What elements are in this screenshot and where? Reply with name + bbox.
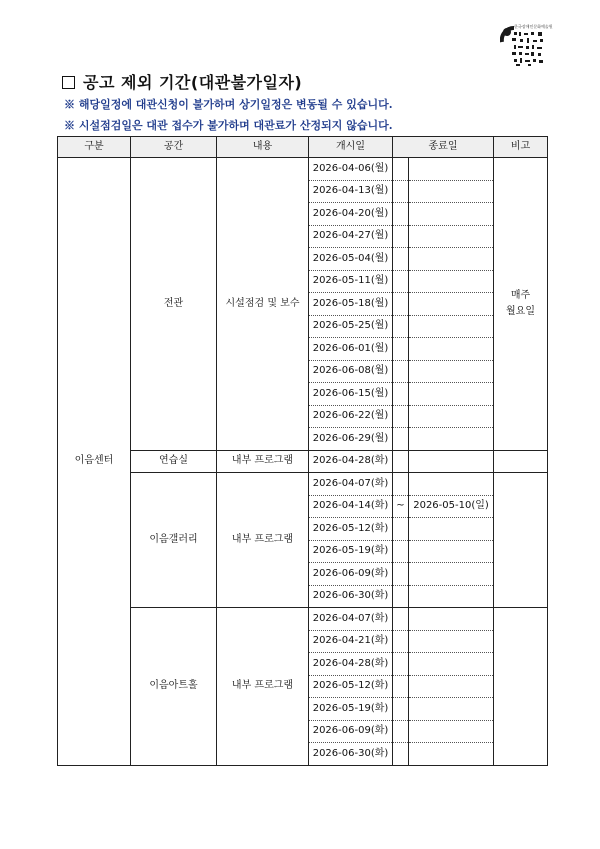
start-date-cell: 2026-06-29(월)	[309, 428, 393, 451]
content-cell: 시설점검 및 보수	[217, 158, 309, 451]
range-separator-cell	[393, 360, 409, 383]
space-cell: 전관	[131, 158, 217, 451]
header-category: 구분	[58, 137, 131, 158]
range-separator-cell	[393, 383, 409, 406]
start-date-cell: 2026-06-08(월)	[309, 360, 393, 383]
start-date-cell: 2026-06-15(월)	[309, 383, 393, 406]
content-cell: 내부 프로그램	[217, 473, 309, 608]
table-row	[58, 158, 548, 181]
range-separator-cell	[393, 585, 409, 608]
start-date-cell: 2026-04-21(화)	[309, 630, 393, 653]
start-date-cell: 2026-04-13(월)	[309, 180, 393, 203]
start-date-cell: 2026-05-19(화)	[309, 698, 393, 721]
remarks-cell	[494, 473, 548, 608]
end-date-cell	[409, 293, 494, 316]
range-separator-cell	[393, 338, 409, 361]
end-date-cell	[409, 158, 494, 181]
range-separator-cell	[393, 743, 409, 766]
header-space: 공간	[131, 137, 217, 158]
end-date-cell	[409, 585, 494, 608]
page-title	[62, 70, 302, 93]
header-remarks: 비고	[494, 137, 548, 158]
range-separator-cell	[393, 293, 409, 316]
notice-1: ※ 해당일정에 대관신청이 불가하며 상기일정은 변동될 수 있습니다.	[64, 98, 393, 111]
range-separator-cell	[393, 608, 409, 631]
content-cell: 내부 프로그램	[217, 608, 309, 766]
range-separator-cell	[393, 518, 409, 541]
remarks-cell	[494, 608, 548, 766]
range-separator-cell	[393, 225, 409, 248]
range-separator-cell	[393, 630, 409, 653]
range-separator-cell	[393, 720, 409, 743]
end-date-cell	[409, 473, 494, 496]
end-date-cell	[409, 720, 494, 743]
range-separator-cell	[393, 653, 409, 676]
end-date-cell	[409, 270, 494, 293]
end-date-cell	[409, 630, 494, 653]
end-date-cell	[409, 450, 494, 473]
range-separator-cell	[393, 428, 409, 451]
range-separator-cell	[393, 540, 409, 563]
start-date-cell: 2026-05-18(월)	[309, 293, 393, 316]
start-date-cell: 2026-05-25(월)	[309, 315, 393, 338]
end-date-cell	[409, 315, 494, 338]
end-date-cell	[409, 675, 494, 698]
start-date-cell: 2026-04-14(화)	[309, 495, 393, 518]
page-title-text: 공고 제외 기간(대관불가일자)	[83, 73, 303, 92]
category-cell: 이음센터	[58, 158, 131, 766]
start-date-cell: 2026-04-20(월)	[309, 203, 393, 226]
end-date-cell	[409, 338, 494, 361]
start-date-cell: 2026-04-28(화)	[309, 653, 393, 676]
start-date-cell: 2026-05-12(화)	[309, 518, 393, 541]
table-header-row	[58, 137, 548, 158]
content-cell: 내부 프로그램	[217, 450, 309, 473]
space-cell: 연습실	[131, 450, 217, 473]
space-cell: 이음아트홀	[131, 608, 217, 766]
range-separator-cell	[393, 450, 409, 473]
end-date-cell	[409, 405, 494, 428]
header-content: 내용	[217, 137, 309, 158]
start-date-cell: 2026-05-19(화)	[309, 540, 393, 563]
range-separator-cell	[393, 563, 409, 586]
range-separator-cell	[393, 180, 409, 203]
end-date-cell	[409, 180, 494, 203]
range-separator-cell	[393, 270, 409, 293]
range-separator-cell	[393, 405, 409, 428]
start-date-cell: 2026-04-07(화)	[309, 473, 393, 496]
start-date-cell: 2026-04-07(화)	[309, 608, 393, 631]
header-start-date: 개시일	[309, 137, 393, 158]
end-date-cell	[409, 608, 494, 631]
range-separator-cell	[393, 675, 409, 698]
range-separator-cell	[393, 473, 409, 496]
end-date-cell	[409, 653, 494, 676]
remarks-cell	[494, 450, 548, 473]
table-row	[58, 450, 548, 473]
start-date-cell: 2026-04-27(월)	[309, 225, 393, 248]
start-date-cell: 2026-05-04(월)	[309, 248, 393, 271]
table-body	[58, 158, 548, 766]
end-date-cell	[409, 428, 494, 451]
start-date-cell: 2026-05-12(화)	[309, 675, 393, 698]
end-date-cell	[409, 743, 494, 766]
checkbox-square-icon	[62, 76, 75, 89]
range-separator-cell	[393, 203, 409, 226]
remarks-cell: 매주 월요일	[494, 158, 548, 451]
range-separator-cell: ~	[393, 495, 409, 518]
start-date-cell: 2026-05-11(월)	[309, 270, 393, 293]
start-date-cell: 2026-06-01(월)	[309, 338, 393, 361]
start-date-cell: 2026-04-06(월)	[309, 158, 393, 181]
end-date-cell	[409, 360, 494, 383]
range-separator-cell	[393, 248, 409, 271]
end-date-cell	[409, 563, 494, 586]
range-separator-cell	[393, 698, 409, 721]
start-date-cell: 2026-06-09(화)	[309, 563, 393, 586]
end-date-cell	[409, 698, 494, 721]
space-cell: 이음갤러리	[131, 473, 217, 608]
start-date-cell: 2026-06-22(월)	[309, 405, 393, 428]
notice-2: ※ 시설점검일은 대관 접수가 불가하며 대관료가 산정되지 않습니다.	[64, 119, 393, 132]
end-date-cell	[409, 540, 494, 563]
end-date-cell	[409, 248, 494, 271]
start-date-cell: 2026-04-28(화)	[309, 450, 393, 473]
start-date-cell: 2026-06-30(화)	[309, 585, 393, 608]
range-separator-cell	[393, 158, 409, 181]
table-row	[58, 608, 548, 631]
organization-name: 한국장애인문화예술원	[514, 24, 553, 29]
end-date-cell	[409, 518, 494, 541]
table-row	[58, 473, 548, 496]
unavailable-dates-table	[57, 136, 548, 766]
end-date-cell	[409, 225, 494, 248]
end-date-cell	[409, 383, 494, 406]
start-date-cell: 2026-06-09(화)	[309, 720, 393, 743]
end-date-cell	[409, 203, 494, 226]
start-date-cell: 2026-06-30(화)	[309, 743, 393, 766]
range-separator-cell	[393, 315, 409, 338]
end-date-cell: 2026-05-10(일)	[409, 495, 494, 518]
header-end-date: 종료일	[393, 137, 494, 158]
